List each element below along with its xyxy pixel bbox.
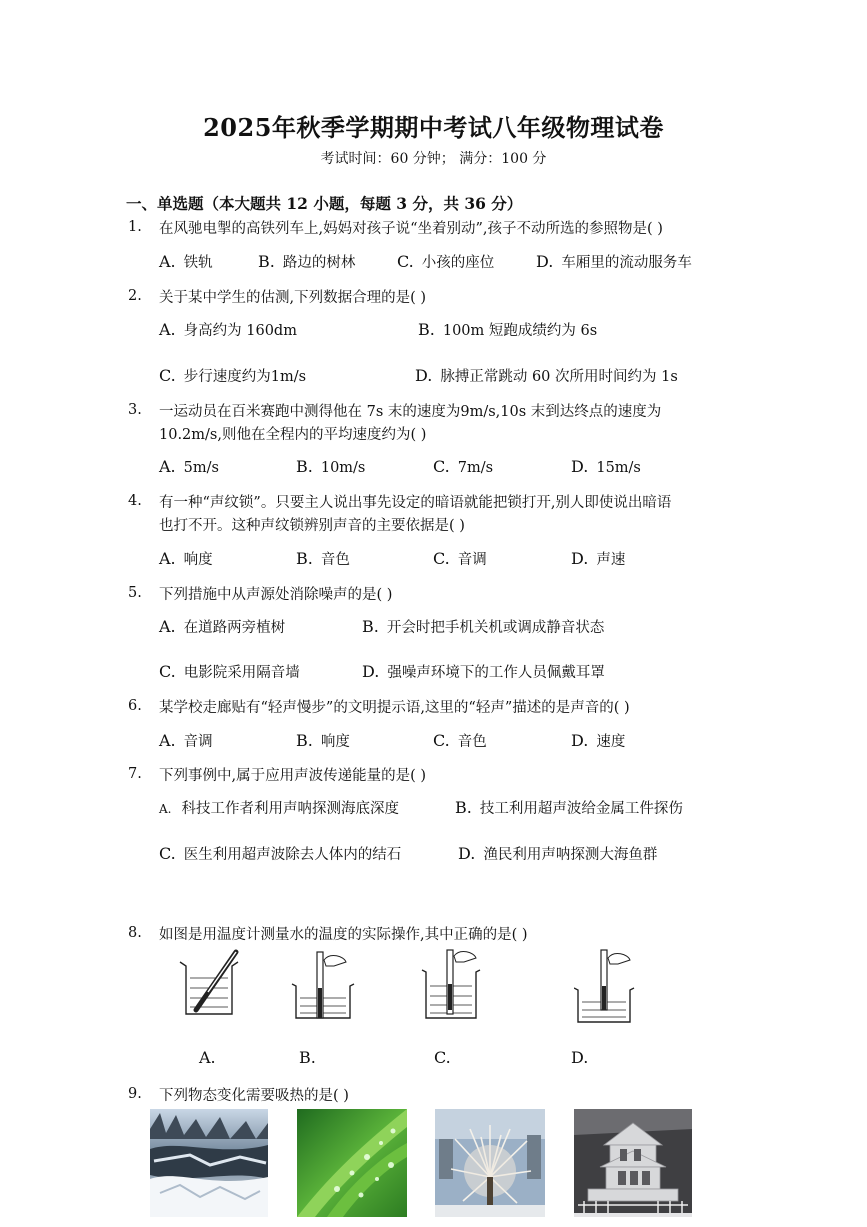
- option-a[interactable]: A. 科技工作者利用声呐探测海底深度: [159, 801, 399, 817]
- option-c[interactable]: C. 电影院采用隔音墙: [159, 662, 300, 681]
- question-text: 关于某中学生的估测,下列数据合理的是( ): [159, 290, 427, 306]
- figure-label-b[interactable]: B.: [299, 1048, 316, 1067]
- option-d[interactable]: D. 脉搏正常跳动 60 次所用时间约为 1s: [415, 366, 678, 385]
- exam-subtitle: 考试时间：60 分钟； 满分：100 分: [320, 151, 547, 167]
- option-b[interactable]: B. 100m 短跑成绩约为 6s: [418, 320, 598, 339]
- option-d[interactable]: D. 声速: [571, 549, 626, 568]
- figure-label-d[interactable]: D.: [571, 1048, 589, 1067]
- ice-sculpture-photo: [574, 1109, 692, 1217]
- option-c[interactable]: C. 步行速度约为1m/s: [159, 366, 307, 385]
- option-d[interactable]: D. 车厢里的流动服务车: [536, 252, 692, 271]
- question-text: 下列物态变化需要吸热的是( ): [159, 1088, 349, 1104]
- option-d[interactable]: D. 渔民利用声呐探测大海鱼群: [458, 844, 658, 863]
- option-b[interactable]: B. 音色: [296, 549, 350, 568]
- option-d[interactable]: D. 强噪声环境下的工作人员佩戴耳罩: [362, 662, 605, 681]
- question-text: 在风驰电掣的高铁列车上,妈妈对孩子说“坐着别动”,孩子不动所选的参照物是( ): [159, 221, 663, 237]
- option-b[interactable]: B. 技工利用超声波给金属工件探伤: [455, 798, 683, 817]
- option-a[interactable]: A. 5m/s: [159, 457, 219, 476]
- question-number: 3.: [128, 402, 142, 418]
- question-number: 9.: [128, 1086, 142, 1102]
- option-a[interactable]: A. 响度: [159, 549, 213, 568]
- question-text: 有一种“声纹锁”。只要主人说出事先设定的暗语就能把锁打开,别人即使说出暗语: [159, 495, 672, 511]
- figure-label-a[interactable]: A.: [199, 1048, 216, 1067]
- option-c[interactable]: C. 音色: [433, 731, 487, 750]
- option-a[interactable]: A. 在道路两旁植树: [159, 617, 286, 636]
- option-d[interactable]: D. 速度: [571, 731, 626, 750]
- question-text-line2: 也打不开。这种声纹锁辨别声音的主要依据是( ): [159, 518, 465, 534]
- question-text: 下列事例中,属于应用声波传递能量的是( ): [159, 768, 427, 784]
- melting-snow-photo: [150, 1109, 268, 1217]
- question-number: 5.: [128, 585, 142, 601]
- option-a[interactable]: A. 铁轨: [159, 252, 213, 271]
- question-text: 一运动员在百米赛跑中测得他在 7s 末的速度为9m/s,10s 末到达终点的速度为: [159, 404, 662, 420]
- question-number: 2.: [128, 288, 142, 304]
- option-b[interactable]: B. 路边的树林: [258, 252, 356, 271]
- option-c[interactable]: C. 医生利用超声波除去人体内的结石: [159, 844, 402, 863]
- thermometer-figure-c: [420, 948, 490, 1020]
- question-text-line2: 10.2m/s,则他在全程内的平均速度约为( ): [159, 427, 427, 443]
- exam-title: 2025年秋季学期期中考试八年级物理试卷: [203, 113, 664, 142]
- question-number: 7.: [128, 766, 142, 782]
- option-b[interactable]: B. 10m/s: [296, 457, 366, 476]
- option-c[interactable]: C. 小孩的座位: [397, 252, 495, 271]
- option-b[interactable]: B. 响度: [296, 731, 350, 750]
- option-c[interactable]: C. 7m/s: [433, 457, 494, 476]
- question-text: 下列措施中从声源处消除噪声的是( ): [159, 587, 393, 603]
- option-d[interactable]: D. 15m/s: [571, 457, 641, 476]
- option-a[interactable]: A. 身高约为 160dm: [159, 320, 297, 339]
- thermometer-figure-b: [290, 948, 360, 1020]
- figure-label-c[interactable]: C.: [434, 1048, 451, 1067]
- question-text: 如图是用温度计测量水的温度的实际操作,其中正确的是( ): [159, 927, 528, 943]
- frost-rime-photo: [435, 1109, 545, 1217]
- question-number: 4.: [128, 493, 142, 509]
- section-heading: 一、单选题（本大题共 12 小题，每题 3 分，共 36 分）: [126, 194, 523, 213]
- option-a[interactable]: A. 音调: [159, 731, 213, 750]
- thermometer-figure-a: [176, 948, 246, 1020]
- question-number: 1.: [128, 219, 142, 235]
- thermometer-figure-d: [574, 948, 644, 1026]
- option-b[interactable]: B. 开会时把手机关机或调成静音状态: [362, 617, 605, 636]
- question-text: 某学校走廊贴有“轻声慢步”的文明提示语,这里的“轻声”描述的是声音的( ): [159, 700, 630, 716]
- question-number: 6.: [128, 698, 142, 714]
- option-c[interactable]: C. 音调: [433, 549, 487, 568]
- question-number: 8.: [128, 925, 142, 941]
- dew-on-grass-photo: [297, 1109, 407, 1217]
